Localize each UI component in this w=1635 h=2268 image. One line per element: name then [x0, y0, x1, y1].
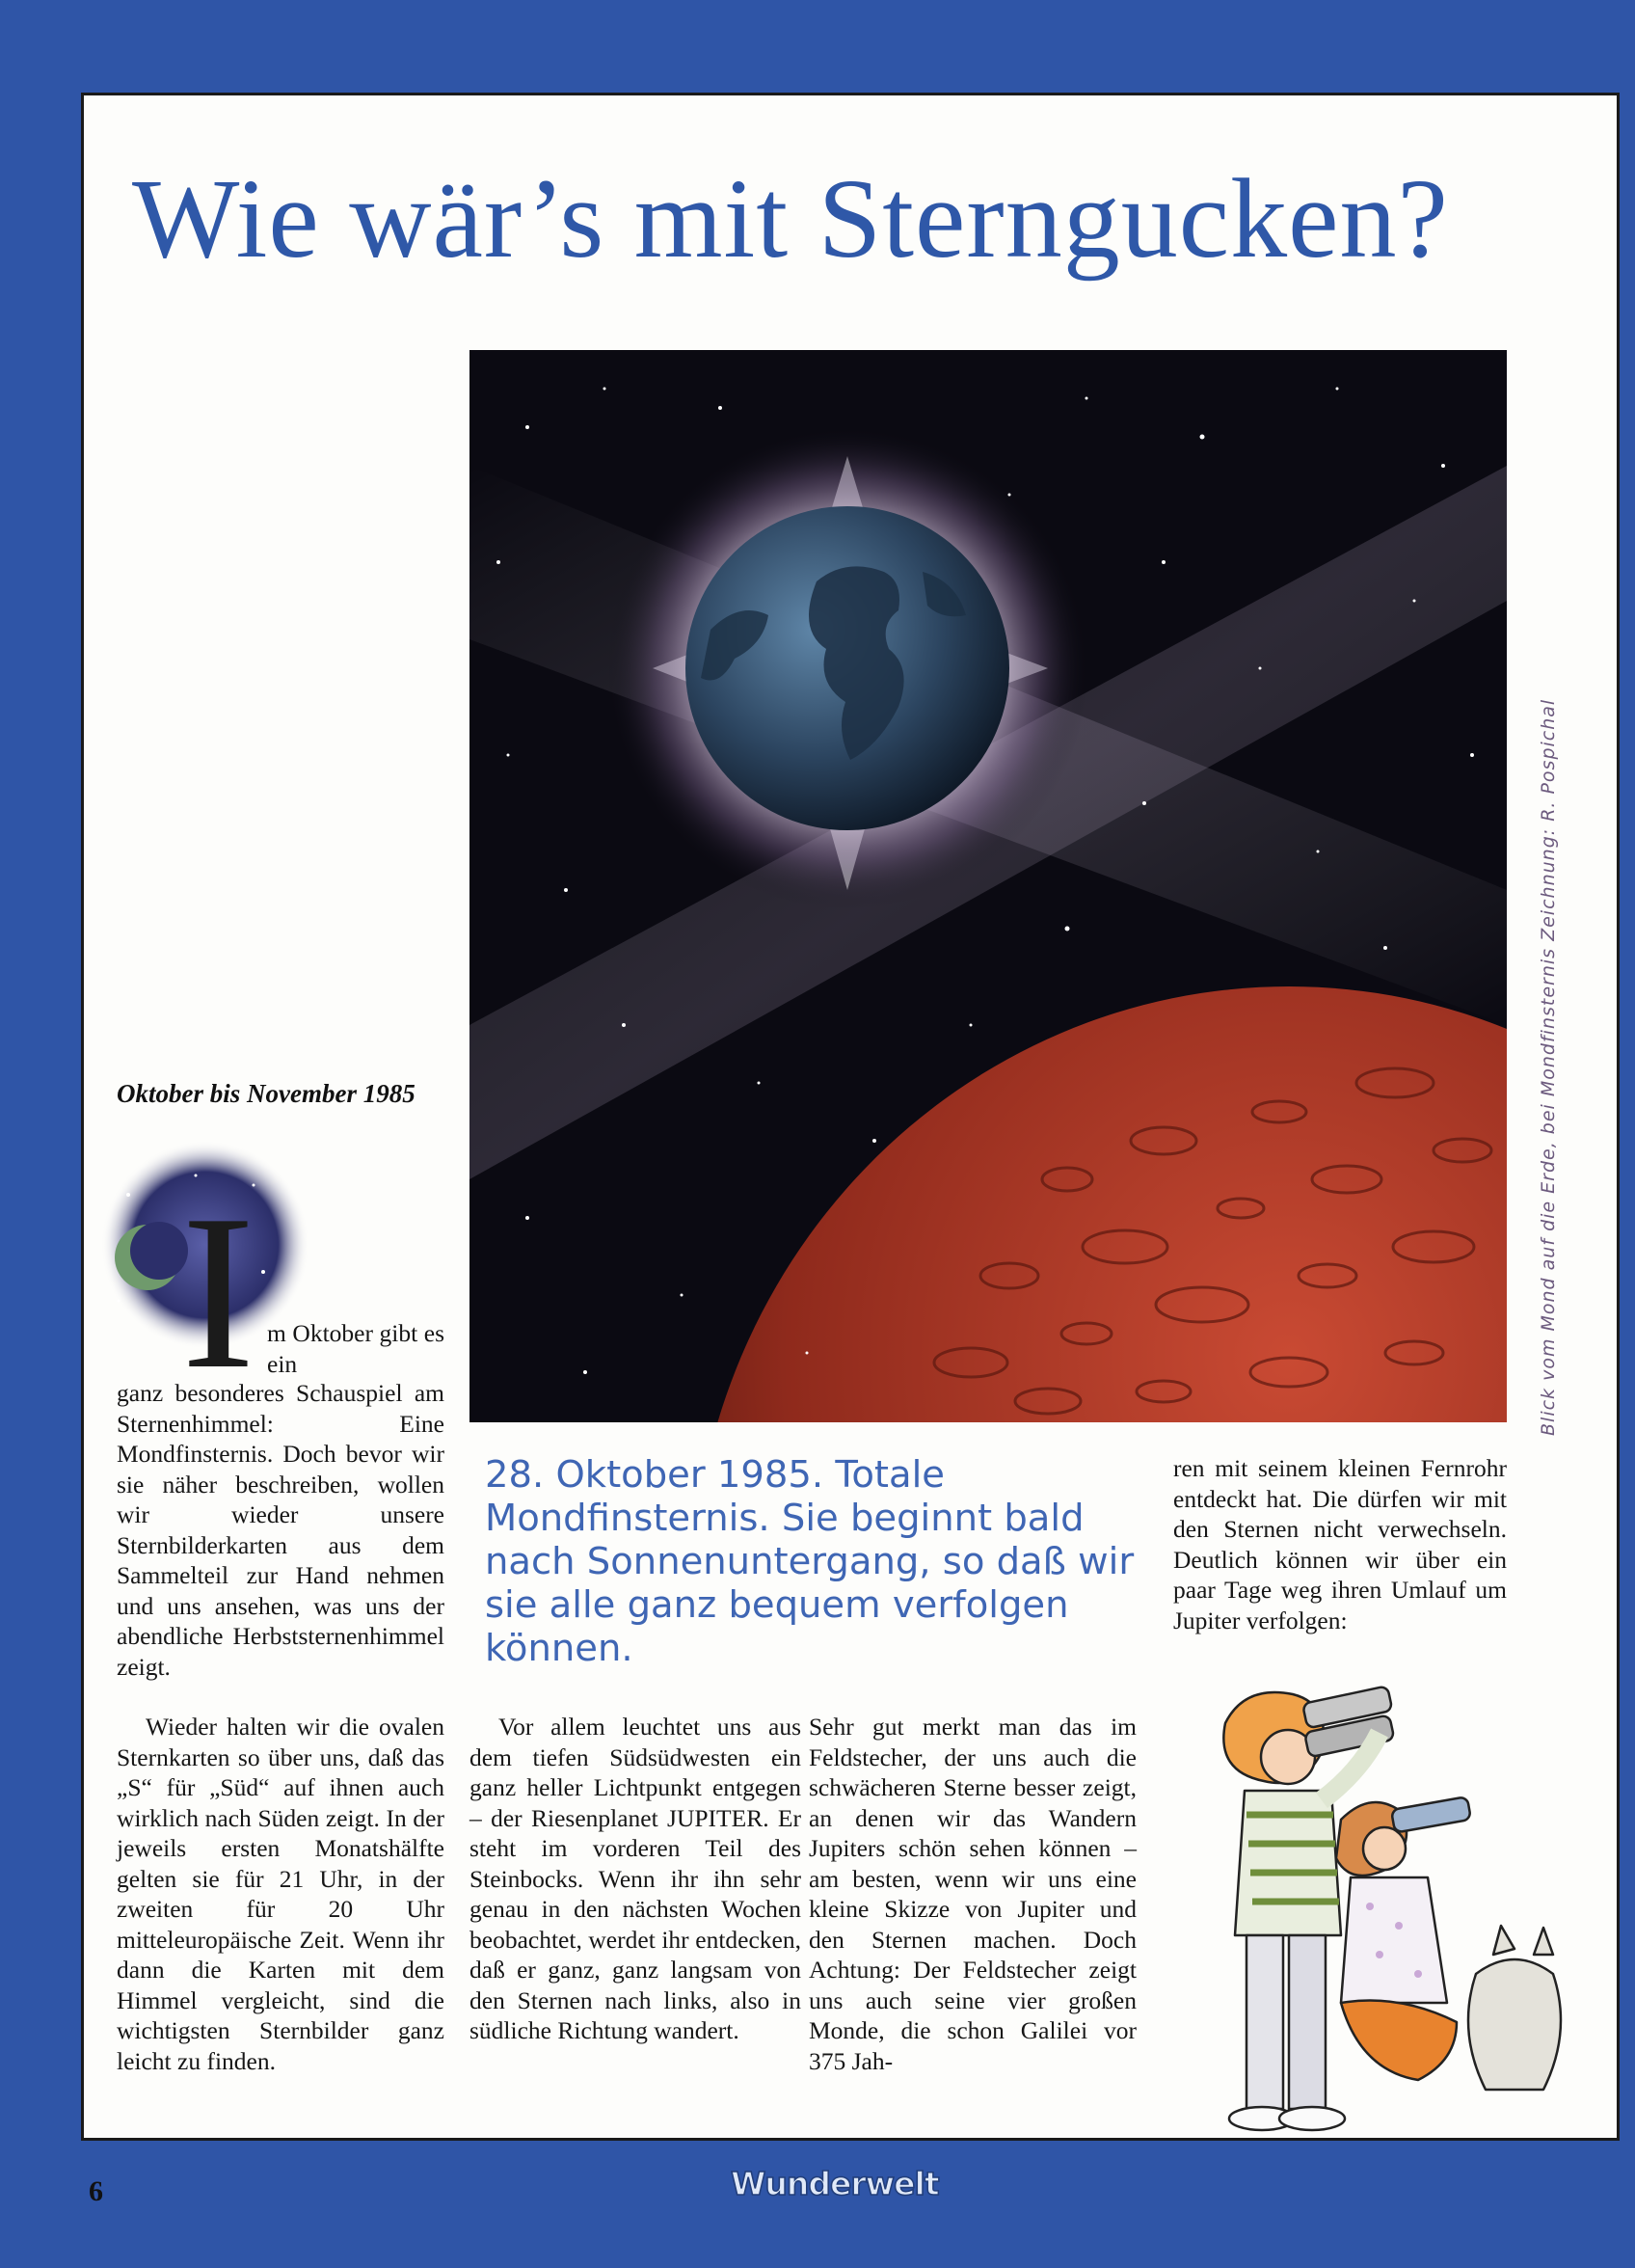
kids-binoculars-illustration — [1187, 1685, 1607, 2138]
page-number: 6 — [89, 2175, 103, 2207]
eclipse-illustration — [469, 350, 1507, 1422]
wunderwelt-logo: Wunderwelt — [731, 2165, 939, 2202]
page-title: Wie wär’s mit Sterngucken? — [132, 155, 1449, 282]
eclipse-illustration-svg — [469, 350, 1507, 1422]
column-1-paragraph-2: Wieder halten wir die ovalen Sternkarten so über uns, daß das „S“ für „Süd“ auf ihnen auch wirklich nach Süden zeigt. In der jeweils ersten Monatshälfte gelten sie für 21 Uhr, in der zweiten für 20 Uhr mitteleuropäische Zeit. Wenn ihr dann die Karten mit dem Himmel vergleicht, sind die wichtigsten Sternbilder ganz leicht zu finden. — [117, 1713, 444, 2075]
kids-svg — [1187, 1685, 1607, 2138]
column-1-paragraph-1: ganz besonderes Schauspiel am Sternenhimmel: Eine Mondfinsternis. Doch bevor wir sie näher beschreiben, wollen wir wieder unsere Sternbilderkarten aus dem Sammelteil zur Hand nehmen und uns ansehen, was uns der abendliche Herbststernenhimmel zeigt. — [117, 1379, 444, 1681]
column-3-text: Sehr gut merkt man das im Feldstecher, der uns auch die schwächeren Sterne besser zeigt, an denen wir das Wandern Jupiters schön sehen können – am besten, wenn wir uns eine kleine Skizze von Jupiter und den Sternen machen. Doch Achtung: Der Feldstecher zeigt uns auch seine vier großen Monde, die schon Galilei vor 375 Jah- — [809, 1713, 1137, 2075]
column-1-first-line: m Oktober gibt es ein — [267, 1319, 444, 1378]
magazine-page — [81, 93, 1620, 2141]
column-2-text: Vor allem leuchtet uns aus dem tiefen Südsüdwesten ein ganz heller Lichtpunkt entgegen – der Riesenplanet JUPITER. Er steht im vorderen Teil des Steinbocks. Wenn ihr ihn sehr genau in den nächsten Wochen beobachtet, werdet ihr entdecken, daß er ganz, ganz langsam von den Sternen nach links, also in südliche Richtung wandert. — [469, 1713, 801, 2044]
illustration-caption: 28. Oktober 1985. Totale Mondfinsternis. Sie beginnt bald nach Sonnenuntergang, so daß wir sie alle ganz bequem verfolgen können. — [485, 1453, 1135, 1670]
dropcap-letter: I — [181, 1169, 255, 1378]
column-4-text: ren mit seinem kleinen Fernrohr entdeckt hat. Die dürfen wir mit den Sternen nicht verwechseln. Deutlich können wir über ein paar Tage weg ihren Umlauf um Jupiter verfolgen: — [1173, 1454, 1507, 1634]
date-line: Oktober bis November 1985 — [117, 1079, 415, 1108]
illustration-credit: Blick vom Mond auf die Erde, bei Mondfinsternis Zeichnung: R. Pospichal — [1538, 698, 1559, 1436]
